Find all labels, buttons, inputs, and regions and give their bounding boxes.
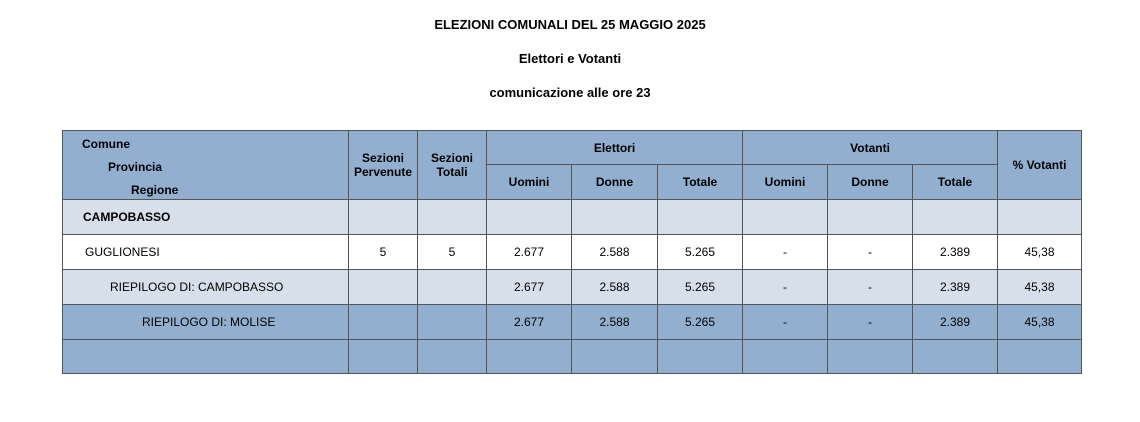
header-regione: Regione	[131, 182, 179, 197]
riepilogo-provincia-votanti-totale: 2.389	[913, 270, 998, 305]
header-location-cell	[63, 131, 349, 200]
riepilogo-regione-row	[63, 305, 1082, 340]
comune-sezioni-pervenute: 5	[349, 235, 418, 270]
province-row	[63, 200, 1082, 235]
comune-sezioni-totali: 5	[418, 235, 487, 270]
riepilogo-provincia-name: RIEPILOGO DI: CAMPOBASSO	[63, 270, 349, 305]
riepilogo-regione-elettori-donne: 2.588	[572, 305, 658, 340]
riepilogo-regione-perc-votanti: 45,38	[998, 305, 1082, 340]
comune-votanti-uomini: -	[743, 235, 828, 270]
header-votanti: Votanti	[743, 131, 998, 165]
header-votanti-donne: Donne	[828, 165, 913, 200]
comune-votanti-totale: 2.389	[913, 235, 998, 270]
header-comune: Comune	[82, 136, 130, 151]
header-elettori-totale: Totale	[658, 165, 743, 200]
header-elettori-donne: Donne	[572, 165, 658, 200]
comune-perc-votanti: 45,38	[998, 235, 1082, 270]
comune-elettori-uomini: 2.677	[487, 235, 572, 270]
empty-footer-row	[63, 340, 1082, 374]
header-sezioni-totali: Sezioni Totali	[418, 131, 487, 200]
header-perc-votanti: % Votanti	[998, 131, 1082, 200]
results-table	[62, 130, 1082, 374]
comune-votanti-donne: -	[828, 235, 913, 270]
riepilogo-regione-votanti-uomini: -	[743, 305, 828, 340]
riepilogo-provincia-elettori-totale: 5.265	[658, 270, 743, 305]
riepilogo-provincia-votanti-uomini: -	[743, 270, 828, 305]
header-sezioni-pervenute: Sezioni Pervenute	[349, 131, 418, 200]
comune-name: GUGLIONESI	[63, 235, 349, 270]
header-elettori-uomini: Uomini	[487, 165, 572, 200]
riepilogo-regione-votanti-totale: 2.389	[913, 305, 998, 340]
riepilogo-provincia-row	[63, 270, 1082, 305]
communication-time: comunicazione alle ore 23	[489, 85, 651, 100]
comune-row	[63, 235, 1082, 270]
header-votanti-uomini: Uomini	[743, 165, 828, 200]
header-votanti-totale: Totale	[913, 165, 998, 200]
header-provincia: Provincia	[108, 159, 163, 174]
riepilogo-regione-name: RIEPILOGO DI: MOLISE	[63, 305, 349, 340]
riepilogo-provincia-perc-votanti: 45,38	[998, 270, 1082, 305]
riepilogo-regione-votanti-donne: -	[828, 305, 913, 340]
riepilogo-regione-elettori-totale: 5.265	[658, 305, 743, 340]
riepilogo-provincia-votanti-donne: -	[828, 270, 913, 305]
report-subtitle: Elettori e Votanti	[518, 51, 622, 66]
comune-elettori-donne: 2.588	[572, 235, 658, 270]
header-elettori: Elettori	[487, 131, 743, 165]
province-name: CAMPOBASSO	[63, 200, 349, 235]
comune-elettori-totale: 5.265	[658, 235, 743, 270]
riepilogo-provincia-elettori-donne: 2.588	[572, 270, 658, 305]
header-row-top	[63, 131, 1082, 165]
report-title: ELEZIONI COMUNALI DEL 25 MAGGIO 2025	[434, 17, 706, 32]
riepilogo-regione-elettori-uomini: 2.677	[487, 305, 572, 340]
riepilogo-provincia-elettori-uomini: 2.677	[487, 270, 572, 305]
